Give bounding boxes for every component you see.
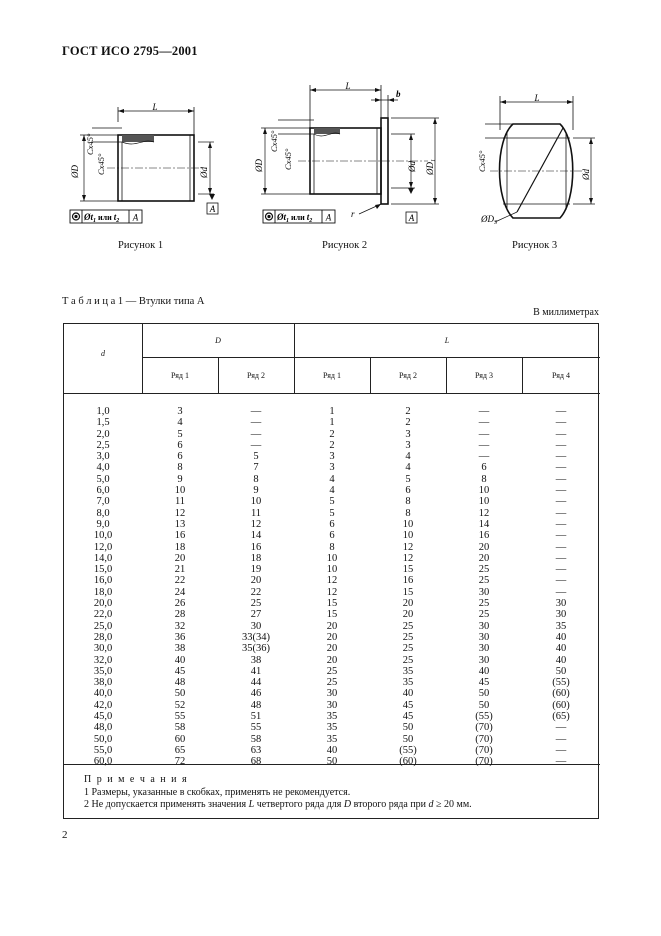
column-L-row1	[294, 406, 370, 768]
table-cell: 6	[481, 462, 487, 474]
header-D-row2: Ряд 2	[247, 371, 265, 380]
table-cell: 4	[177, 417, 183, 429]
table-cell: 8	[253, 473, 259, 485]
table-cell: —	[555, 417, 567, 429]
table-cell: 44	[250, 677, 262, 689]
table-cell: 6	[177, 451, 183, 463]
table-cell: 26	[174, 598, 186, 610]
fig2-tolerance: $Øt_1$ или $t_2$	[277, 212, 313, 224]
fig3-label-d: Ød	[581, 169, 591, 180]
header-D-row1: Ряд 1	[171, 371, 189, 380]
table-cell: 50	[478, 688, 490, 700]
table-cell: 9,0	[96, 518, 110, 530]
table-cell: —	[250, 406, 262, 417]
table-cell: 30	[250, 620, 262, 632]
table-cell: 32,0	[93, 654, 113, 666]
table-cell: 12,0	[93, 541, 113, 553]
table-cell: 20	[326, 643, 338, 655]
table-cell: 45	[478, 677, 490, 689]
table-cell: 52	[174, 699, 186, 711]
table-cell: 6	[329, 518, 335, 530]
table-cell: 35,0	[93, 665, 113, 677]
table-cell: 25,0	[93, 620, 113, 632]
table-cell: —	[478, 451, 490, 463]
table-cell: 20	[326, 620, 338, 632]
table-cell: 20,0	[93, 598, 113, 610]
table-cell: 38,0	[93, 677, 113, 689]
table-cell: 30	[478, 620, 490, 632]
data-table	[63, 323, 599, 819]
table-cell: 10	[326, 564, 338, 576]
table-cell: 10,0	[93, 530, 113, 542]
fig2-label-b: b	[396, 89, 401, 99]
fig1-label-chamfer2: Cx45°	[96, 153, 106, 175]
header-d: d	[101, 349, 105, 358]
table-cell: 45	[402, 711, 414, 723]
table-cell: 20	[250, 575, 262, 587]
table-cell: 20	[478, 552, 490, 564]
table-cell: 15	[402, 586, 414, 598]
table-cell: 8,0	[96, 507, 110, 519]
table-cell: —	[555, 485, 567, 497]
table-cell: 10	[402, 530, 414, 542]
table-cell: (60)	[552, 688, 570, 700]
table-cell: (70)	[475, 744, 493, 756]
table-cell: —	[555, 722, 567, 734]
table-cell: 6,0	[96, 485, 110, 497]
table-cell: 2,0	[96, 428, 110, 440]
fig3-label-chamfer: Cx45°	[477, 150, 487, 172]
table-cell: 7,0	[96, 496, 110, 508]
fig1-label-chamfer1: Cx45°	[85, 133, 95, 155]
table-cell: 25	[326, 677, 338, 689]
table-cell: 5	[177, 428, 183, 440]
table-cell: 5	[329, 496, 335, 508]
table-cell: 35	[326, 711, 338, 723]
table-cell: 25	[478, 609, 490, 621]
table-cell: 12	[326, 575, 338, 587]
table-cell: 50	[478, 699, 490, 711]
table-cell: 5	[253, 451, 259, 463]
fig2-label-chamfer1: Cx45°	[269, 130, 279, 152]
table-notes	[84, 774, 472, 812]
header-L-row3: Ряд 3	[475, 371, 493, 380]
table-cell: 3,0	[96, 451, 110, 463]
table-cell: —	[250, 439, 262, 451]
table-cell: —	[555, 462, 567, 474]
table-cell: 20	[174, 552, 186, 564]
table-cell: 24	[174, 586, 186, 598]
table-cell: 25	[478, 598, 490, 610]
header-L-row2: Ряд 2	[399, 371, 417, 380]
table-cell: 3	[405, 428, 411, 440]
table-cell: 48	[174, 677, 186, 689]
table-cell: 25	[402, 654, 414, 666]
table-cell: 16,0	[93, 575, 113, 587]
table-cell: 11	[174, 496, 186, 508]
table-cell: —	[555, 518, 567, 530]
table-cell: 42,0	[93, 699, 113, 711]
table-cell: 38	[174, 643, 186, 655]
table-cell: 30	[326, 699, 338, 711]
figure-3-caption: Рисунок 3	[512, 240, 558, 251]
table-cell: 15	[326, 609, 338, 621]
table-cell: (60)	[399, 756, 417, 768]
column-L-row3	[446, 406, 522, 768]
table-cell: 20	[326, 631, 338, 643]
table-cell: 25	[478, 575, 490, 587]
table-cell: 6	[329, 530, 335, 542]
table-cell: —	[555, 496, 567, 508]
table-cell: 28	[174, 609, 186, 621]
table-cell: 3	[329, 462, 335, 474]
table-cell: 20	[402, 598, 414, 610]
fig2-datum: A	[408, 213, 415, 223]
table-cell: 14,0	[93, 552, 113, 564]
table-cell: 68	[250, 756, 262, 768]
table-cell: —	[555, 541, 567, 553]
table-cell: 10	[326, 552, 338, 564]
table-cell: 32	[174, 620, 186, 632]
table-cell: 10	[478, 485, 490, 497]
fig1-datum: A	[209, 204, 216, 214]
table-cell: 30	[478, 631, 490, 643]
figure-2-caption: Рисунок 2	[322, 240, 368, 251]
table-cell: 55	[250, 722, 262, 734]
table-cell: 22	[250, 586, 262, 598]
note-1: 1 Размеры, указанные в скобках, применять не рекомендуется.	[84, 786, 351, 798]
table-cell: 40	[555, 643, 567, 655]
table-cell: 10	[478, 496, 490, 508]
table-cell: —	[555, 756, 567, 768]
header-D: D	[215, 336, 221, 345]
table-cell: 2	[405, 417, 411, 429]
table-cell: 2	[329, 428, 335, 440]
figure-1-caption: Рисунок 1	[118, 240, 164, 251]
document-header: ГОСТ ИСО 2795—2001	[62, 44, 198, 58]
table-cell: —	[555, 451, 567, 463]
table-cell: 30	[478, 643, 490, 655]
table-cell: —	[555, 586, 567, 598]
table-cell: 12	[250, 518, 262, 530]
table-cell: 20	[326, 654, 338, 666]
table-cell: (55)	[475, 711, 493, 723]
table-cell: 36	[174, 631, 186, 643]
table-cell: 35	[326, 733, 338, 745]
table-cell: 35	[402, 665, 414, 677]
table-cell: 12	[326, 586, 338, 598]
fig2-label-r: r	[351, 209, 355, 219]
table-cell: 18,0	[93, 586, 113, 598]
table-cell: 16	[250, 541, 262, 553]
table-cell: (70)	[475, 733, 493, 745]
table-cell: 15,0	[93, 564, 113, 576]
fig2-label-L: L	[345, 81, 351, 91]
table-units: В миллиметрах	[533, 307, 599, 318]
table-cell: —	[555, 406, 567, 417]
table-cell: 5	[405, 473, 411, 485]
table-cell: 15	[402, 564, 414, 576]
table-cell: 48,0	[93, 722, 113, 734]
table-cell: 58	[250, 733, 262, 745]
table-cell: 60	[174, 733, 186, 745]
table-cell: 5,0	[96, 473, 110, 485]
notes-title: П р и м е ч а н и я	[84, 774, 189, 785]
table-cell: 48	[250, 699, 262, 711]
table-cell: 14	[250, 530, 262, 542]
table-cell: 12	[478, 507, 490, 519]
table-cell: —	[555, 439, 567, 451]
table-cell: 10	[402, 518, 414, 530]
table-cell: —	[478, 439, 490, 451]
table-cell: 40	[555, 654, 567, 666]
table-cell: (70)	[475, 722, 493, 734]
table-cell: 13	[174, 518, 186, 530]
table-cell: 11	[250, 507, 262, 519]
table-cell: 30	[326, 688, 338, 700]
table-cell: (65)	[552, 711, 570, 723]
table-cell: 28,0	[93, 631, 113, 643]
fig3-label-Ds: $ØD_S$	[481, 214, 497, 226]
table-cell: 35	[555, 620, 567, 632]
header-L: L	[444, 336, 450, 345]
table-cell: —	[555, 552, 567, 564]
fig2-label-D: ØD	[254, 159, 264, 172]
table-cell: —	[555, 575, 567, 587]
table-cell: 19	[250, 564, 262, 576]
table-cell: 2	[405, 406, 411, 417]
table-cell: 22,0	[93, 609, 113, 621]
table-cell: 50	[555, 665, 567, 677]
table-cell: —	[478, 406, 490, 417]
table-cell: 1,5	[96, 417, 110, 429]
table-cell: 25	[402, 643, 414, 655]
column-L-row4	[522, 406, 600, 768]
table-cell: 40	[174, 654, 186, 666]
fig1-tolerance: $Øt_1$ или $t_2$	[84, 212, 120, 224]
table-cell: 16	[402, 575, 414, 587]
table-cell: 35	[402, 677, 414, 689]
fig2-label-chamfer2: Cx45°	[283, 148, 293, 170]
table-cell: —	[555, 473, 567, 485]
page-number: 2	[62, 829, 68, 841]
table-title: Т а б л и ц а 1 — Втулки типа А	[62, 296, 205, 307]
table-cell: 45,0	[93, 711, 113, 723]
table-cell: 22	[174, 575, 186, 587]
table-cell: 4,0	[96, 462, 110, 474]
table-cell: 40	[555, 631, 567, 643]
table-cell: 20	[402, 609, 414, 621]
table-cell: 8	[405, 496, 411, 508]
column-L-row2	[370, 406, 446, 768]
fig2-tol-ref: A	[325, 212, 332, 223]
table-cell: 63	[250, 744, 262, 756]
table-cell: 4	[329, 485, 335, 497]
table-cell: 40	[402, 688, 414, 700]
table-cell: —	[555, 733, 567, 745]
table-cell: —	[478, 428, 490, 440]
table-cell: 21	[174, 564, 186, 576]
table-cell: 50	[402, 733, 414, 745]
table-cell: 2	[329, 439, 335, 451]
table-cell: 5	[329, 507, 335, 519]
table-cell: 8	[405, 507, 411, 519]
figure-3	[465, 80, 605, 232]
table-cell: 41	[250, 665, 262, 677]
table-cell: —	[555, 744, 567, 756]
table-cell: 33(34)	[242, 631, 270, 643]
table-cell: (55)	[399, 744, 417, 756]
fig1-tol-ref: A	[132, 212, 139, 223]
table-cell: 3	[405, 439, 411, 451]
table-cell: 18	[174, 541, 186, 553]
table-cell: 30	[478, 586, 490, 598]
table-cell: 60,0	[93, 756, 113, 768]
table-cell: 51	[250, 711, 262, 723]
table-cell: 30,0	[93, 643, 113, 655]
table-cell: 1	[329, 406, 335, 417]
fig1-label-D: ØD	[70, 165, 80, 178]
header-L-row4: Ряд 4	[552, 371, 570, 380]
table-cell: —	[555, 564, 567, 576]
table-cell: (70)	[475, 756, 493, 768]
column-D-row2	[218, 406, 294, 768]
table-cell: 30	[555, 598, 567, 610]
table-cell: 12	[174, 507, 186, 519]
table-cell: 6	[177, 439, 183, 451]
table-cell: 8	[329, 541, 335, 553]
table-cell: 25	[402, 631, 414, 643]
table-cell: 50,0	[93, 733, 113, 745]
table-cell: 50	[402, 722, 414, 734]
table-cell: 9	[253, 485, 259, 497]
column-d	[64, 406, 142, 768]
table-cell: 40	[478, 665, 490, 677]
table-cell: 3	[329, 451, 335, 463]
table-cell: 55,0	[93, 744, 113, 756]
table-cell: 1,0	[96, 406, 110, 417]
table-cell: —	[478, 417, 490, 429]
table-cell: 50	[174, 688, 186, 700]
table-cell: 25	[250, 598, 262, 610]
table-cell: 12	[402, 541, 414, 553]
fig1-label-L: L	[152, 102, 158, 112]
fig3-label-L: L	[534, 93, 540, 103]
table-cell: 8	[481, 473, 487, 485]
table-cell: 14	[478, 518, 490, 530]
table-cell: 25	[326, 665, 338, 677]
table-cell: 25	[478, 564, 490, 576]
table-cell: 35(36)	[242, 643, 270, 655]
table-cell: 25	[402, 620, 414, 632]
table-cell: 40,0	[93, 688, 113, 700]
table-cell: 9	[177, 473, 183, 485]
table-cell: 30	[478, 654, 490, 666]
table-cell: 58	[174, 722, 186, 734]
table-cell: 4	[405, 451, 411, 463]
table-cell: 10	[174, 485, 186, 497]
table-cell: —	[250, 428, 262, 440]
table-cell: 27	[250, 609, 262, 621]
table-cell: 46	[250, 688, 262, 700]
table-cell: 7	[253, 462, 259, 474]
table-cell: —	[555, 428, 567, 440]
table-cell: 38	[250, 654, 262, 666]
figure-2	[253, 80, 448, 232]
table-cell: 16	[478, 530, 490, 542]
table-cell: 6	[405, 485, 411, 497]
table-cell: —	[555, 507, 567, 519]
table-cell: 50	[326, 756, 338, 768]
fig2-label-d: Ød	[407, 161, 417, 172]
table-cell: 45	[402, 699, 414, 711]
table-cell: 18	[250, 552, 262, 564]
table-cell: (55)	[552, 677, 570, 689]
table-cell: 4	[405, 462, 411, 474]
table-cell: 55	[174, 711, 186, 723]
table-cell: 16	[174, 530, 186, 542]
table-cell: —	[250, 417, 262, 429]
column-D-row1	[142, 406, 218, 768]
note-2: 2 Не допускается применять значения L четвертого ряда для D второго ряда при d ≥ 20 мм.	[84, 799, 472, 810]
figure-1	[62, 80, 232, 232]
fig1-label-d: Ød	[199, 167, 209, 178]
header-L-row1: Ряд 1	[323, 371, 341, 380]
table-cell: 12	[402, 552, 414, 564]
table-cell: 72	[174, 756, 186, 768]
table-cell: 20	[478, 541, 490, 553]
table-cell: 45	[174, 665, 186, 677]
table-cell: 2,5	[96, 439, 110, 451]
table-cell: 65	[174, 744, 186, 756]
fig2-label-D1: $ØD_1$	[425, 159, 437, 175]
table-cell: 10	[250, 496, 262, 508]
table-cell: 1	[329, 417, 335, 429]
table-cell: 4	[329, 473, 335, 485]
table-cell: 40	[326, 744, 338, 756]
table-cell: 35	[326, 722, 338, 734]
table-cell: —	[555, 530, 567, 542]
table-cell: 3	[177, 406, 183, 417]
table-cell: (60)	[552, 699, 570, 711]
table-cell: 30	[555, 609, 567, 621]
table-cell: 8	[177, 462, 183, 474]
table-cell: 15	[326, 598, 338, 610]
